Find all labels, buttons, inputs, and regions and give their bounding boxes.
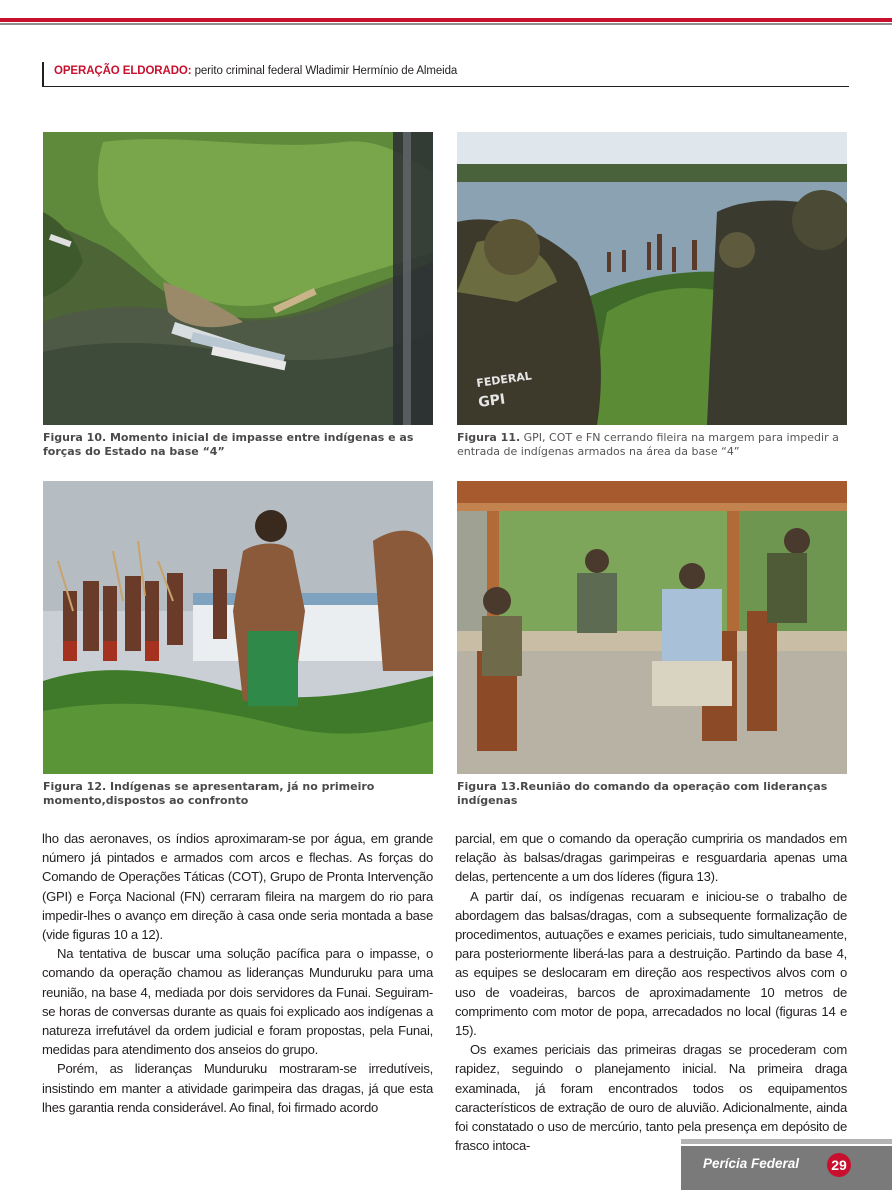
- body-column-left: [42, 829, 433, 1117]
- paragraph: Os exames periciais das primeiras dragas se procederam com rapidez, seguindo o planejamento inicial. Na primeira draga examinada, já foram encontrados todos os equipamentos característicos de extração de ouro de aluvião. Adicionalmente, ainda foi constatado o uso de mercúrio, tanto pela presença em depósito de frasco intoca-: [455, 1042, 847, 1154]
- figure-13-text: Reunião do comando da operação com lideranças indígenas: [457, 780, 828, 807]
- magazine-name: Perícia Federal: [703, 1156, 800, 1171]
- top-rule: [0, 0, 892, 20]
- page-number: 29: [827, 1153, 851, 1177]
- paragraph: lho das aeronaves, os índios aproximaram-se por água, em grande número já pintados e armados com arcos e flechas. As forças do Comando de Operações Táticas (COT), Grupo de Pronta Intervenção (GPI) e Força Nacional (FN) cerraram fileira na margem do rio para impedir-lhes o avanço em direção à casa onde seria montada a base (vide figuras 10 a 12).: [42, 831, 433, 943]
- figure-11-text: GPI, COT e FN cerrando fileira na margem para impedir a entrada de indígenas armados na área da base “4”: [457, 431, 839, 458]
- figure-12-label: Figura 12.: [43, 780, 107, 793]
- figure-13-photo: [457, 481, 847, 774]
- figure-13-label: Figura 13.: [457, 780, 521, 793]
- running-head: [42, 62, 849, 87]
- author-line: perito criminal federal Wladimir Hermínio de Almeida: [191, 65, 458, 77]
- figure-12-text: Indígenas se apresentaram, já no primeiro momento,dispostos ao confronto: [43, 780, 375, 807]
- figure-10-label: Figura 10.: [43, 431, 107, 444]
- vest-label-1: FEDERAL: [475, 369, 533, 390]
- figure-11-caption: [457, 431, 849, 459]
- figure-12-photo: [43, 481, 433, 774]
- figure-10-photo: [43, 132, 433, 425]
- paragraph: Na tentativa de buscar uma solução pacífica para o impasse, o comando da operação chamou as lideranças Munduruku para uma reunião, na base 4, mediada por dois servidores da Funai. Seguiram-se horas de conversas durante as quais foi explicado aos indígenas a natureza irrefutável da ordem judicial e foram propostas, pela Funai, medidas para atendimento dos anseios do grupo.: [42, 946, 433, 1058]
- figure-12-caption: [43, 780, 435, 808]
- running-head-text: [54, 65, 457, 77]
- paragraph: A partir daí, os indígenas recuaram e iniciou-se o trabalho de abordagem das balsas/dragas, com a subsequente formalização de procedimentos, autuações e exames periciais, tudo simultaneamente, para posteriormente liberá-las para a destruição. Partindo da base 4, as equipes se deslocaram em direção aos respectivos alvos com o uso de voadeiras, barcos de aproximadamente 10 metros de comprimento com motor de popa, arrecadados no local (figuras 14 e 15).: [455, 888, 847, 1039]
- vest-label-2: GPI: [477, 391, 507, 411]
- figure-11-label: Figura 11.: [457, 431, 521, 444]
- paragraph: parcial, em que o comando da operação cumpriria os mandados em relação às balsas/dragas garimpeiras e resguardaria apenas uma delas, pertencente a um dos líderes (figura 13).: [455, 831, 847, 885]
- section-title: OPERAÇÃO ELDORADO: [54, 65, 188, 77]
- section-separator: :: [187, 65, 192, 77]
- top-red-line: [0, 18, 892, 22]
- body-column-right: [455, 829, 847, 1155]
- figure-11-photo: [457, 132, 847, 425]
- footer-stripe: [681, 1139, 892, 1144]
- figure-10-text: Momento inicial de impasse entre indígenas e as forças do Estado na base “4”: [43, 431, 414, 458]
- figure-13-caption: [457, 780, 837, 808]
- top-gray-line: [0, 23, 892, 25]
- page-footer: [681, 1139, 892, 1190]
- figure-10-caption: [43, 431, 435, 459]
- paragraph: Porém, as lideranças Munduruku mostraram-se irredutíveis, insistindo em manter a atividade garimpeira das dragas, já que esta lhes garantia renda considerável. Ao final, foi firmado acordo: [42, 1061, 433, 1115]
